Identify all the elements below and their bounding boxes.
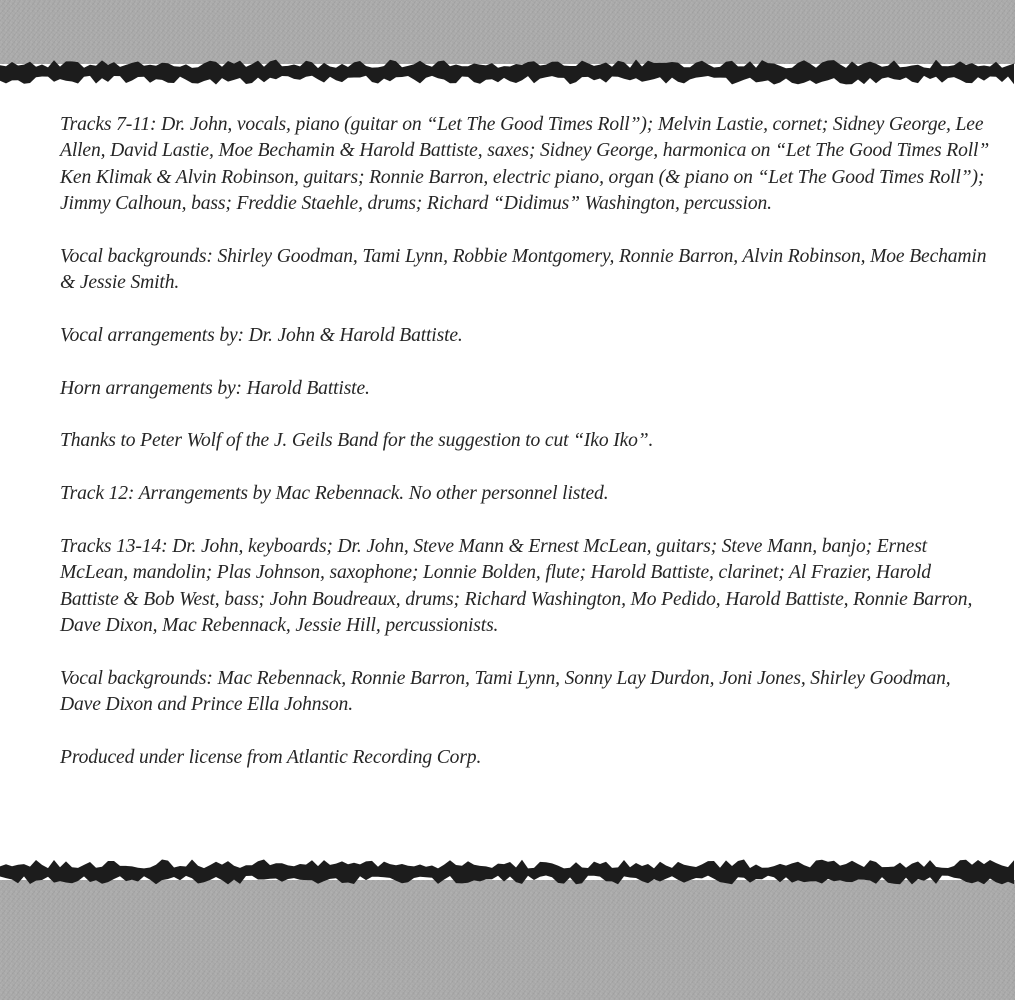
liner-notes-credits: [60, 112, 990, 771]
top-torn-edge: [0, 54, 1015, 92]
credits-vocal-backgrounds-2: Vocal backgrounds: Mac Rebennack, Ronnie Barron, Tami Lynn, Sonny Lay Durdon, Joni Jones, Shirley Goodman, Dave Dixon and Prince Ella Johnson.: [60, 667, 951, 715]
bottom-gray-band: [0, 880, 1015, 1000]
credits-tracks-13-14: Tracks 13-14: Dr. John, keyboards; Dr. John, Steve Mann & Ernest McLean, guitars; Steve Mann, banjo; Ernest McLean, mandolin; Plas Johnson, saxophone; Lonnie Bolden, flute; Harold Battiste, clarinet; Al Frazier, Harold Battiste & Bob West, bass; John Boudreaux, drums; Richard Washington, Mo Pedido, Harold Battiste, Ronnie Barron, Dave Dixon, Mac Rebennack, Jessie Hill, percussionists.: [60, 535, 973, 636]
bottom-torn-edge: [0, 852, 1015, 892]
credits-license: Produced under license from Atlantic Recording Corp.: [60, 746, 482, 768]
credits-vocal-arrangements: Vocal arrangements by: Dr. John & Harold Battiste.: [60, 324, 463, 346]
credits-horn-arrangements: Horn arrangements by: Harold Battiste.: [60, 377, 370, 399]
credits-tracks-7-11: Tracks 7-11: Dr. John, vocals, piano (guitar on “Let The Good Times Roll”); Melvin Lastie, cornet; Sidney George, Lee Allen, David Lastie, Moe Bechamin & Harold Battiste, saxes; Sidney George, harmonica on “Let The Good Times Roll” Ken Klimak & Alvin Robinson, guitars; Ronnie Barron, electric piano, organ (& piano on “Let The Good Times Roll”); Jimmy Calhoun, bass; Freddie Staehle, drums; Richard “Didimus” Washington, percussion.: [60, 114, 990, 214]
credits-thanks: Thanks to Peter Wolf of the J. Geils Band for the suggestion to cut “Iko Iko”.: [60, 430, 654, 452]
credits-vocal-backgrounds-1: Vocal backgrounds: Shirley Goodman, Tami Lynn, Robbie Montgomery, Ronnie Barron, Alvin Robinson, Moe Bechamin & Jessie Smith.: [60, 245, 987, 293]
credits-track-12: Track 12: Arrangements by Mac Rebennack. No other personnel listed.: [60, 483, 609, 505]
